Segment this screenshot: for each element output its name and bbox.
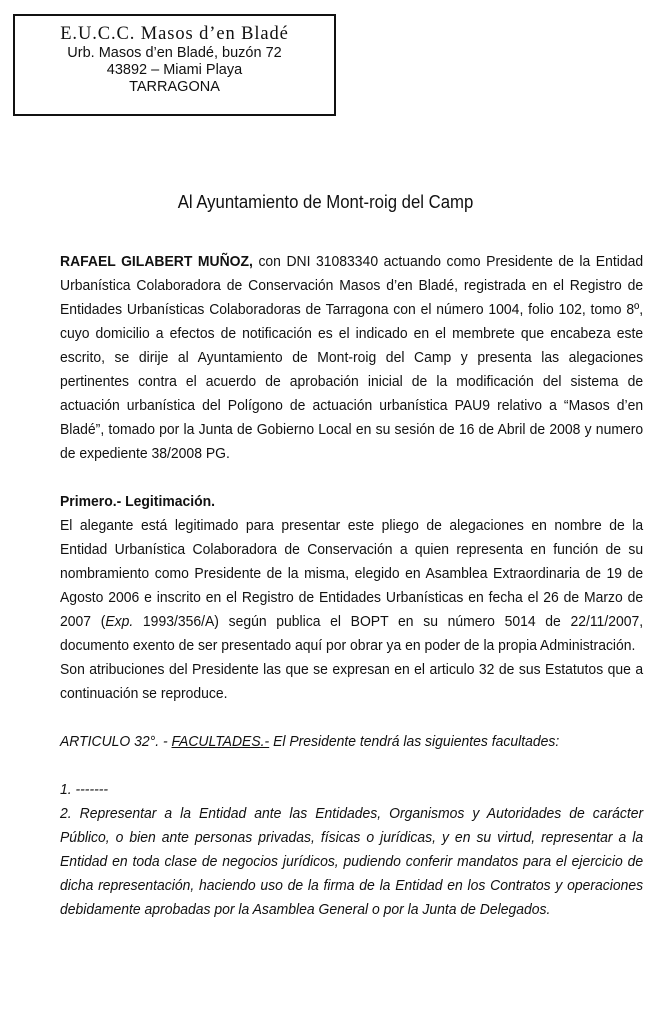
letterhead-postal: 43892 – Miami Playa <box>106 62 243 78</box>
letterhead-box <box>13 14 336 116</box>
spacer <box>60 754 643 778</box>
article-suffix: El Presidente tendrá las siguientes facultades: <box>269 733 560 750</box>
letterhead-address: Urb. Masos d’en Bladé, buzón 72 <box>67 45 282 61</box>
intro-paragraph <box>60 250 643 466</box>
letterhead-province: TARRAGONA <box>129 79 220 95</box>
article-item-1: 1. ------- <box>60 781 109 798</box>
legitimacion-exp: Exp. <box>105 613 134 630</box>
document-body <box>60 250 643 922</box>
spacer <box>60 706 643 730</box>
letterhead-entity-name: E.U.C.C. Masos d’en Bladé <box>60 24 289 44</box>
article-heading <box>60 730 643 754</box>
article-prefix: ARTICULO 32°. - <box>60 733 172 750</box>
signatory-name: RAFAEL GILABERT MUÑOZ, <box>60 253 253 270</box>
article-item-2: 2. Representar a la Entidad ante las Entidades, Organismos y Autoridades de carácter Público, o bien ante personas privadas, físicas o jurídicas, y en su virtud, representar a la Entidad en toda clase de negocios jurídicos, pudiendo conferir mandatos para el ejercicio de dicha representación, haciendo uso de la firma de la Entidad en los Contratos y operaciones debidamente aprobadas por la Asamblea General o por la Junta de Delegados. <box>60 805 644 918</box>
atribuciones-paragraph: Son atribuciones del Presidente las que se expresan en el articulo 32 de sus Estatutos que a continuación se reproduce. <box>60 661 644 702</box>
legitimacion-text-b: 1993/356/A) según publica el BOPT en su número 5014 de 22/11/2007, documento exento de ser presentado aquí por obrar ya en poder de la propia Administración. <box>60 613 644 654</box>
document-heading: Al Ayuntamiento de Mont-roig del Camp <box>177 192 474 212</box>
intro-text: con DNI 31083340 actuando como Presidente de la Entidad Urbanística Colaboradora de Conservación Masos d’en Bladé, registrada en el Registro de Entidades Urbanísticas Colaboradoras de Tarragona con el número 1004, folio 102, tomo 8º, cuyo domicilio a efectos de notificación es el indicado en el membrete que encabeza este escrito, se dirije al Ayuntamiento de Mont-roig del Camp y presenta las alegaciones pertinentes contra el acuerdo de aprobación inicial de la modificación del sistema de actuación urbanística del Polígono de actuación urbanística PAU9 relativo a “Masos d’en Bladé”, tomado por la Junta de Gobierno Local en su sesión de 16 de Abril de 2008 y numero de expediente 38/2008 PG. <box>60 253 644 462</box>
legitimacion-paragraph <box>60 514 643 658</box>
article-title: FACULTADES.- <box>171 733 270 750</box>
spacer <box>60 466 643 490</box>
legitimacion-text-a: El alegante está legitimado para presentar este pliego de alegaciones en nombre de la Entidad Urbanística Colaboradora de Conservación a quien representa en función de su nombramiento como Presidente de la misma, elegido en Asamblea Extraordinaria de 19 de Agosto 2006 e inscrito en el Registro de Entidades Urbanísticas en fecha el 26 de Marzo de 2007 ( <box>60 517 644 630</box>
section-title-legitimacion: Primero.- Legitimación. <box>60 493 216 510</box>
